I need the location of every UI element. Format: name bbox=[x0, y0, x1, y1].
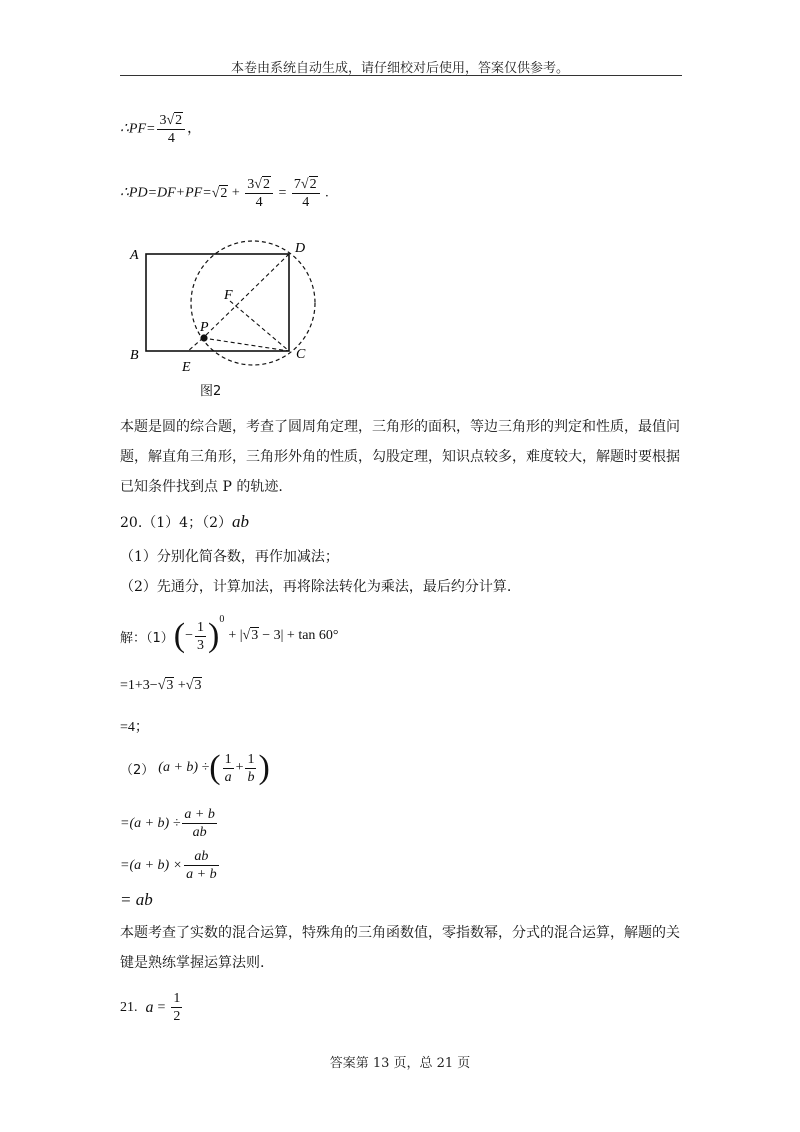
pf-fraction: $\frac{3√2}{4}$ bbox=[157, 112, 185, 147]
q20-step-2: =4； bbox=[120, 720, 149, 735]
label-b: B bbox=[130, 348, 139, 363]
one-over-b-fraction: $\frac{1}{b}$ bbox=[247, 751, 255, 785]
q21-answer: 21. a = $\frac{1}{2}$ bbox=[120, 991, 181, 1024]
rectangle-abcd bbox=[146, 254, 289, 351]
pd-fraction-1: $\frac{3√2}{4}$ bbox=[245, 176, 273, 211]
q20-step-3: =(a + b) ÷ $\frac{a + b}{ab}$ bbox=[120, 807, 215, 840]
summary-20-line-2: 键是熟练掌握运算法则. bbox=[120, 955, 265, 971]
figure-caption: 图2 bbox=[200, 384, 222, 399]
q20-solution-2: （2） (a + b) ÷ ( $\frac{1}{a}$ + $\frac{1}{b}$ ) bbox=[120, 749, 270, 786]
q21-fraction: $\frac{1}{2}$ bbox=[173, 991, 181, 1024]
q20-hint-1: （1）分别化简各数，再作加减法； bbox=[120, 549, 339, 565]
step-4-fraction: $\frac{ab}{a + b}$ bbox=[186, 849, 217, 882]
label-c: C bbox=[296, 347, 306, 362]
segment-pc bbox=[203, 338, 289, 351]
summary-19-line-2: 题，解直角三角形，三角形外角的性质，勾股定理，知识点较多，难度较大，解题时要根据 bbox=[120, 449, 680, 465]
q20-hint-2: （2）先通分，计算加法，再将除法转化为乘法，最后约分计算. bbox=[120, 579, 512, 595]
page-header: 本卷由系统自动生成，请仔细校对后使用，答案仅供参考。 bbox=[230, 61, 569, 76]
q20-step-5: = ab bbox=[120, 890, 153, 909]
pf-equation: ∴PF= $\frac{3√2}{4}$ ， bbox=[120, 113, 202, 146]
point-p bbox=[200, 334, 207, 341]
q20-step-1: =1+3−√3 +√3 bbox=[120, 678, 202, 693]
label-d: D bbox=[295, 241, 306, 256]
segment-dp bbox=[203, 254, 289, 338]
geometry-figure bbox=[120, 232, 340, 412]
segment-pe bbox=[188, 338, 203, 351]
label-a: A bbox=[130, 248, 139, 263]
step-3-fraction: $\frac{a + b}{ab}$ bbox=[184, 807, 215, 840]
q20-solution-1: 解：（1） ( − $\frac{1}{3}$ ) $^0$ + | √3 − 3| + tan 60° bbox=[120, 614, 339, 654]
summary-19-line-3: 已知条件找到点 P 的轨迹. bbox=[120, 479, 283, 495]
one-over-a-fraction: $\frac{1}{a}$ bbox=[224, 751, 232, 785]
q20-step-4: =(a + b) × $\frac{ab}{a + b}$ bbox=[120, 849, 217, 882]
summary-20-line-1: 本题考查了实数的混合运算，特殊角的三角函数值，零指数幂，分式的混合运算，解题的关 bbox=[120, 925, 680, 941]
q20-answer: 20.（1）4；（2）ab bbox=[120, 512, 249, 531]
label-e: E bbox=[182, 360, 191, 375]
one-third-fraction: $\frac{1}{3}$ bbox=[197, 619, 205, 653]
label-f: F bbox=[224, 288, 233, 303]
label-p: P bbox=[200, 320, 209, 335]
pd-fraction-2: $\frac{7√2}{4}$ bbox=[292, 176, 320, 211]
summary-19-line-1: 本题是圆的综合题，考查了圆周角定理，三角形的面积，等边三角形的判定和性质，最值问 bbox=[120, 419, 680, 435]
header-divider bbox=[120, 75, 682, 76]
pd-equation: ∴PD=DF+PF=√2 + $\frac{3√2}{4}$ = $\frac{7√2}{4}$ . bbox=[120, 177, 329, 210]
page-footer: 答案第 13 页，总 21 页 bbox=[329, 1056, 471, 1071]
